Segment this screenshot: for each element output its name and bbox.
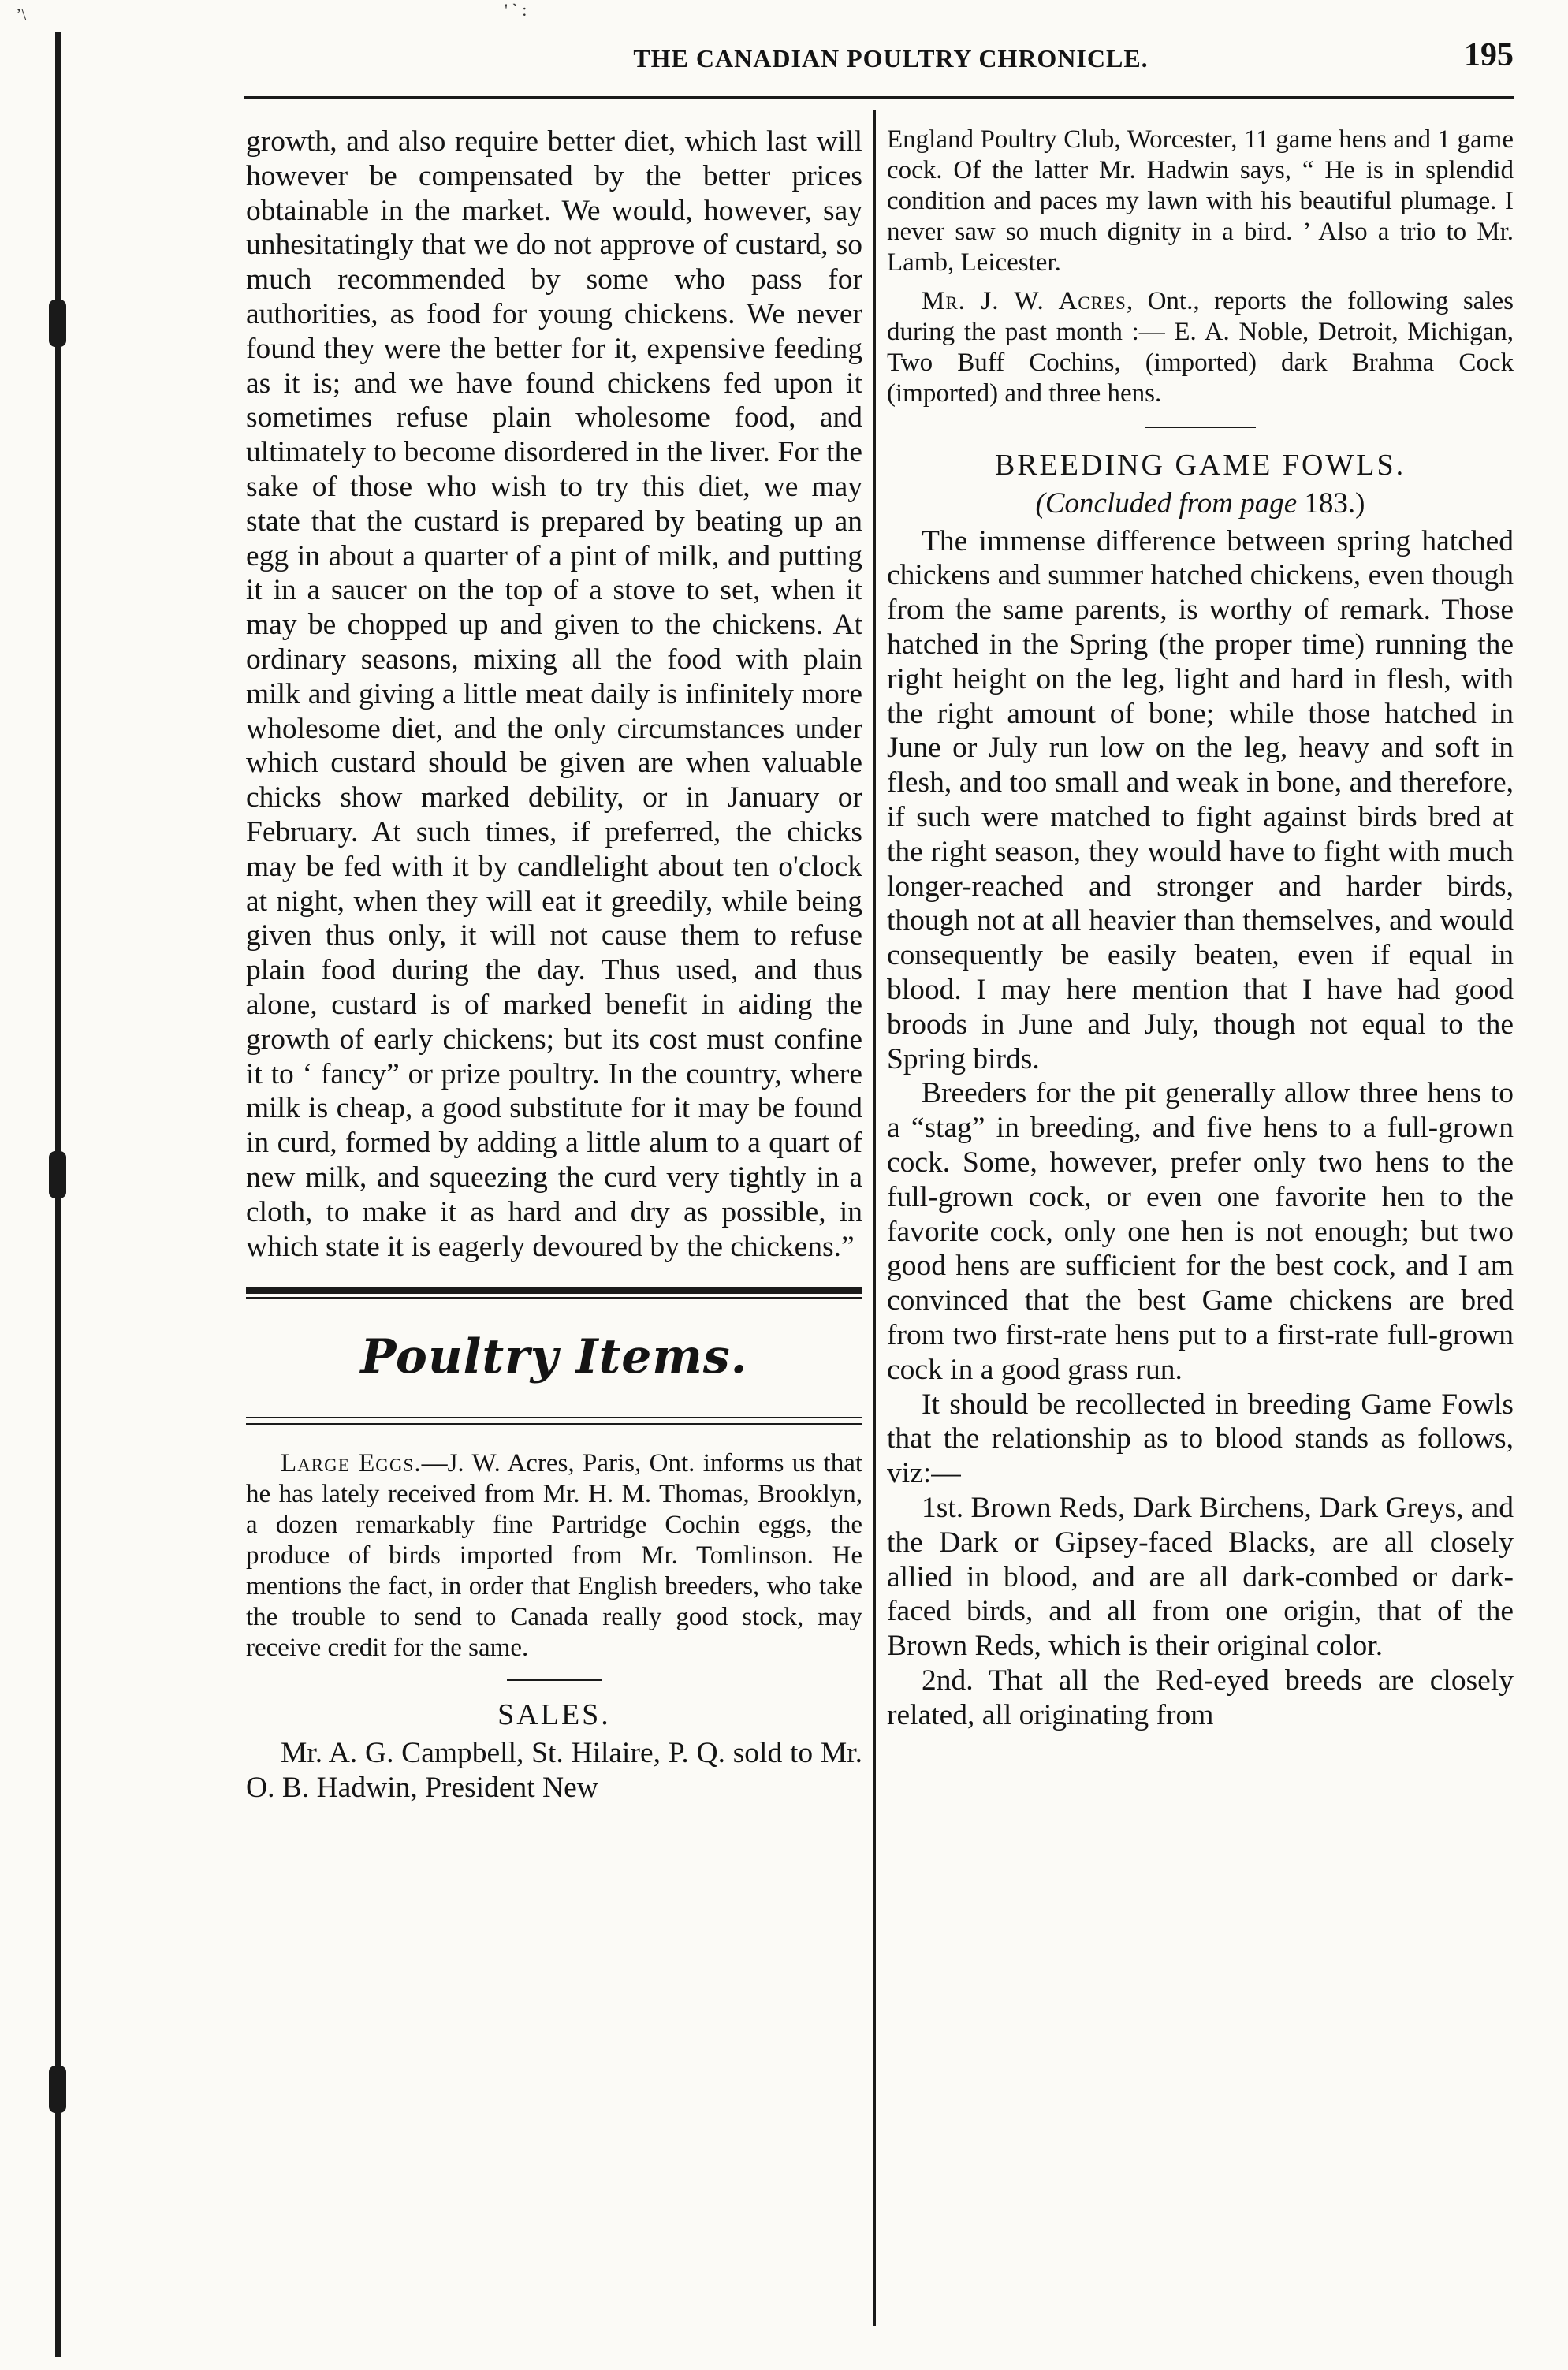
margin-mark: ' ` : <box>505 0 527 20</box>
page-number: 195 <box>1464 37 1514 73</box>
item-body: , Ont., reports the following sales during the past month :— E. A. Noble, Detroit, Michigan, Two Buff Cochins, (imported) dark Brahma Cock (imported) and three hens. <box>887 287 1514 408</box>
acres-sales-item <box>887 286 1514 409</box>
article-subtitle <box>887 486 1514 521</box>
article-paragraph: Breeders for the pit generally allow three hens to a “stag” in breeding, and five hens to a full-grown cock. Some, however, prefer only two hens to the full-grown cock, or even one favorite hen to the favorite cock, only one hen is not enough; but two good hens are sufficient for the best cock, and I am convinced that the best Game chickens are bred from two first-rate hens put to a first-rate full-grown cock in a good grass run. <box>887 1077 1514 1386</box>
right-column <box>887 125 1514 1732</box>
article-paragraph: 1st. Brown Reds, Dark Birchens, Dark Greys, and the Dark or Gipsey-faced Blacks, are all closely allied in blood, and are all dark-combed or dark-faced birds, and all from one origin, that of the Brown Reds, which is their original color. <box>887 1491 1514 1663</box>
margin-mark: ʼ\ <box>16 5 27 24</box>
subtitle-text: (Concluded from page <box>1035 486 1298 520</box>
running-head: THE CANADIAN POULTRY CHRONICLE. <box>633 44 1149 73</box>
item-large-eggs <box>246 1448 862 1664</box>
binding-knot <box>49 1151 66 1198</box>
item-body: —J. W. Acres, Paris, Ont. informs us that he has lately received from Mr. H. M. Thomas, Brooklyn, a dozen remarkably fine Partridge Cochin eggs, the produce of birds imported from Mr. Tomlinson. He mentions the fact, in order that English breeders, who take the trouble to send to Canada really good stock, may receive credit for the same. <box>246 1449 863 1663</box>
binding-knot <box>49 2066 66 2113</box>
separator-rule <box>1145 427 1256 428</box>
section-rule <box>246 1297 862 1299</box>
section-rule <box>246 1417 862 1418</box>
header-rule <box>244 96 1514 99</box>
section-rule <box>246 1423 862 1425</box>
binding-knot <box>49 300 66 347</box>
separator-rule <box>507 1679 602 1681</box>
article-paragraph: It should be recollected in breeding Game Fowls that the relationship as to blood stands as follows, viz:— <box>887 1388 1514 1490</box>
article-title: BREEDING GAME FOWLS. <box>994 449 1406 482</box>
column-divider <box>873 110 876 2326</box>
article-paragraph: 2nd. That all the Red-eyed breeds are closely related, all originating from <box>887 1664 1514 1731</box>
section-heading-sales: SALES. <box>497 1698 611 1732</box>
subtitle-page: 183.) <box>1304 486 1365 520</box>
section-heading-poultry-items: Poultry Items. <box>360 1329 748 1385</box>
item-lead: Large Eggs. <box>281 1449 422 1478</box>
left-column <box>246 125 862 1805</box>
sales-paragraph: Mr. A. G. Campbell, St. Hilaire, P. Q. sold to Mr. O. B. Hadwin, President New <box>246 1737 862 1804</box>
section-rule <box>246 1287 862 1294</box>
item-lead: Mr. J. W. Acres <box>922 287 1127 315</box>
sales-continuation: England Poultry Club, Worcester, 11 game hens and 1 game cock. Of the latter Mr. Hadwin says, “ He is in splendid condition and paces my lawn with his beautiful plumage. I never saw so much dignity in a bird. ’ Also a trio to Mr. Lamb, Leicester. <box>887 125 1514 277</box>
article-paragraph: The immense difference between spring hatched chickens and summer hatched chickens, even though from the same parents, is worthy of remark. Those hatched in the Spring (the proper time) running the right height on the leg, light and hard in flesh, with the right amount of bone; while those hatched in June or July run low on the leg, heavy and soft in flesh, and too small and weak in bone, and therefore, if such were matched to fight against birds bred at the right season, they would have to fight with much longer-reached and stronger and harder birds, though not at all heavier than themselves, and would consequently be easily beaten, even if equal in blood. I may here mention that I have had good broods in June and July, though not equal to the Spring birds. <box>887 524 1514 1075</box>
article-continuation: growth, and also require better diet, which last will however be compensated by the better prices obtainable in the market. We would, however, say unhesitatingly that we do not approve of custard, so much recommended by some who pass for authorities, as food for young chickens. We never found they were the better for it, expensive feeding as it is; and we have found chickens fed upon it sometimes refuse plain wholesome food, and ultimately to become disordered in the liver. For the sake of those who wish to try this diet, we may state that the custard is prepared by beating up an egg in about a quarter of a pint of milk, and putting it in a saucer on the top of a stove to set, when it may be chopped up and given to the chickens. At ordinary seasons, mixing all the food with plain milk and giving a little meat daily is infinitely more wholesome diet, and the only circumstances under which custard should be given are when valuable chicks show marked debility, or in January or February. At such times, if preferred, the chicks may be fed with it by candlelight about ten o'clock at night, when they will eat it greedily, while being given thus only, it will not cause them to refuse plain food during the day. Thus used, and thus alone, custard is of marked benefit in aiding the growth of early chickens; but its cost must confine it to ‘ fancy” or prize poultry. In the country, where milk is cheap, a good substitute for it may be found in curd, formed by adding a little alum to a quart of new milk, and squeezing the curd very tightly in a cloth, to make it as hard and dry as possible, in which state it is eagerly devoured by the chickens.” <box>246 125 862 1263</box>
